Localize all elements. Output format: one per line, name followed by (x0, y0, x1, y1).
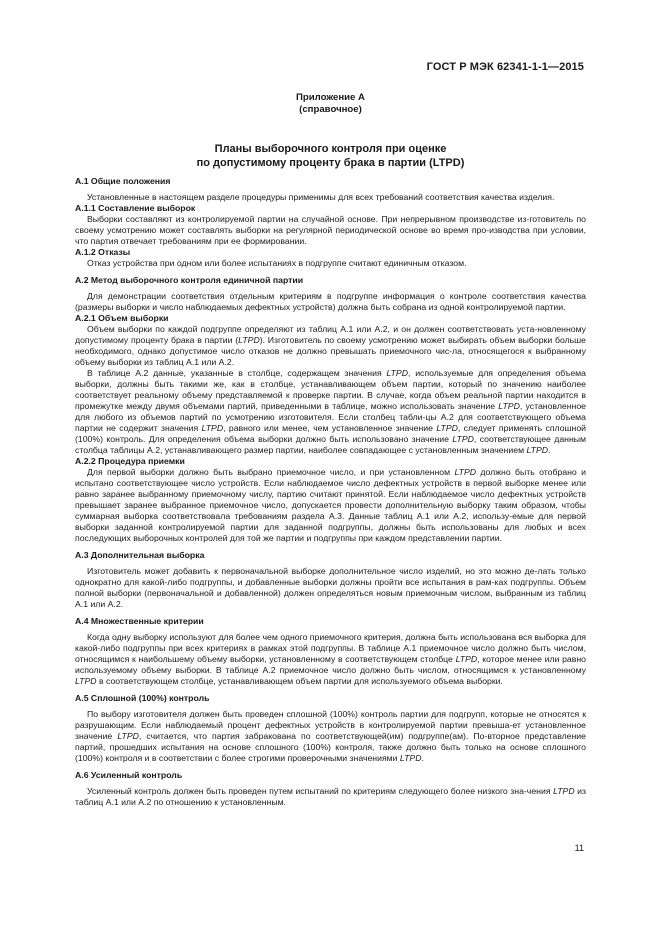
page-number: 11 (574, 843, 584, 853)
annex-title-line-1: Планы выборочного контроля при оценке (214, 143, 447, 155)
paragraph: Установленные в настоящем разделе процедуры применимы для всех требований соответствия качества изделия. (87, 192, 555, 202)
section-heading-a4: А.4 Множественные критерии (75, 616, 204, 626)
subsection-heading-a22: А.2.2 Процедура приемки (75, 456, 185, 466)
section-heading-a2: А.2 Метод выборочного контроля единичной партии (75, 275, 304, 285)
subsection-heading-a21: А.2.1 Объем выборки (75, 313, 169, 323)
paragraph: Для демонстрации соответствия отдельным критериям в подгруппе информация о контроле соответствия качества (размеры выборки и число наблюдаемых дефектных устройств) должна быть собрана из одной контролируемой партии. (75, 291, 586, 312)
paragraph: Выборки составляют из контролируемой партии на случайной основе. При непрерывном производстве из-готовитель по своему усмотрению может составлять выборки на регулярной периодической основе во время про-изводства при условии, что партия отвечает требованиям при ее формировании. (75, 214, 586, 246)
section-heading-a6: А.6 Усиленный контроль (75, 770, 183, 780)
annex-title-line-2: по допустимому проценту брака в партии (LTPD) (196, 157, 465, 169)
annex-label: Приложение А (296, 92, 365, 103)
annex-type: (справочное) (299, 104, 362, 115)
subsection-heading-a11: А.1.1 Составление выборок (75, 203, 196, 213)
section-heading-a5: А.5 Сплошной (100%) контроль (75, 693, 210, 703)
paragraph: Объем выборки по каждой подгруппе определяют из таблиц А.1 или А.2, и он должен соответствовать уста-новленному допустимому проценту брака в партии (LTPD). Изготовитель по своему усмотрению может выбирать объем выборки больше необходимого, однако допустимое число отказов не должно превышать приемочного чис-ла, относящегося к выбранному объему выборки из таблиц А.1 или А.2. (75, 324, 586, 367)
section-heading-a3: А.3 Дополнительная выборка (75, 550, 205, 560)
paragraph: Изготовитель может добавить к первоначальной выборке дополнительное число изделий, но это можно де-лать только однократно для какой-либо подгруппы, и добавленные выборки должны пройти все испытания в рам-ках подгруппы. Объем полной выборки (первоначальной и добавленной) должен определяться новым приемочным числом, выбранным из таблиц А.1 или А.2. (75, 566, 586, 609)
paragraph: В таблице А.2 данные, указанные в столбце, содержащем значения LTPD, используемые для определения объема выборки, должны быть такими же, как в столбце, устанавливающем объем партии, который по значению наиболее соответствует реальному объему представляемой к проверке партии. В случае, когда объем реальной партии находится в промежутке между двумя объемами партий, приведенными в таблице, можно использовать значение LTPD, установленное для любого из объемов партий по усмотрению изготовителя. Если столбец табли-цы А.2 для соответствующего объема партии не содержит значения LTPD, равного или менее, чем установленное значение LTPD, следует применять сплошной (100%) контроль. Для определения объема выборки должно быть использовано значение LTPD, соответствующее данным столбца таблицы А.2, устанавливающего размер партии, наиболее совпадающее с установленным значением LTPD. (75, 368, 586, 455)
subsection-heading-a12: А.1.2 Отказы (75, 247, 131, 257)
document-body (75, 176, 586, 808)
paragraph: Когда одну выборку используют для более чем одного приемочного критерия, должна быть использована вся выборка для какой-либо подгруппы при всех критериях в рамках этой подгруппы. В таблице А.1 приемочное число должно быть числом, относящимся к наибольшему объему выборки, установленному в соответствующем столбце LTPD, которое менее или равно используемому объему выборки. В таблице А.2 приемочное число должно быть числом, относящимся к установленному LTPD в соответствующем столбце, устанавливающем объем партии для используемого объема выборки. (75, 632, 587, 686)
paragraph: Усиленный контроль должен быть проведен путем испытаний по критериям следующего более низкого зна-чения LTPD из таблиц А.1 или А.2 по отношению к установленным. (75, 786, 586, 807)
paragraph: Для первой выборки должно быть выбрано приемочное число, и при установленном LTPD должно быть отобрано и испытано соответствующее число устройств. Если наблюдаемое число дефектных устройств в первой выборке менее или равно заранее выбранному приемочному числу, партию считают принятой. Если наблюдаемое число дефектных устройств превышает заранее выбранное приемочное число, допускается провести дополнительную выборку таким образом, чтобы суммарная выборка соответствовала требованиям раздела А.3. Данные таблиц А.1 или А.2, использу-емые для первой выборки заданной контролируемой партии для заданной подгруппы, должны быть использованы для любых и всех последующих выборочных контролей для той же партии и подгруппы при каждом представлении партии. (75, 467, 586, 543)
paragraph: Отказ устройства при одном или более испытаниях в подгруппе считают единичным отказом. (87, 258, 467, 268)
section-heading-a1: А.1 Общие положения (75, 176, 171, 186)
standard-designation: ГОСТ Р МЭК 62341-1-1—2015 (426, 61, 584, 73)
paragraph: По выбору изготовителя должен быть проведен сплошной (100%) контроль партии для подгрупп, которые не относятся к разрушающим. Если наблюдаемый процент дефектных устройств в контролируемой партии превыша-ет установленное значение LTPD, считается, что партия забракована по соответствующей(им) подгруппе(ам). По-вторное представление партий, прошедших испытания на основе сплошного (100%) контроля, также должно быть только на основе сплошного (100%) контроля и в соответствии с более строгими проверочными значениями LTPD. (75, 709, 586, 763)
